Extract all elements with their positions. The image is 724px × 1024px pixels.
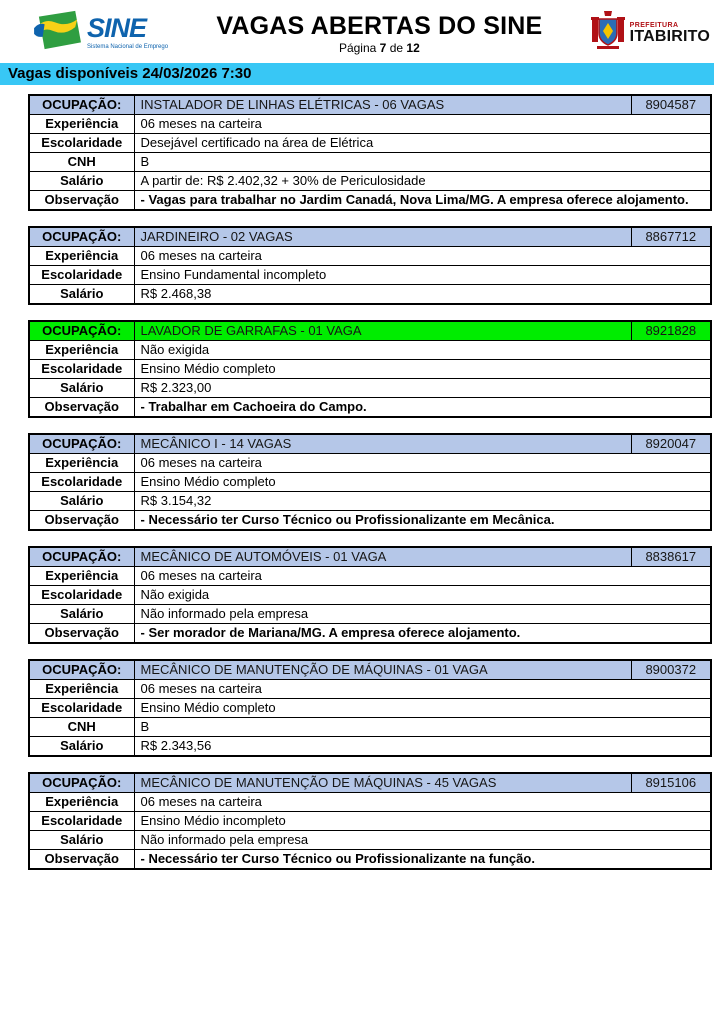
occupation-label: OCUPAÇÃO: bbox=[29, 547, 134, 567]
vacancy-list bbox=[0, 85, 724, 870]
sine-tagline: Sistema Nacional de Emprego bbox=[87, 44, 169, 50]
field-value: A partir de: R$ 2.402,32 + 30% de Periculosidade bbox=[134, 172, 711, 191]
field-value: Ensino Médio completo bbox=[134, 360, 711, 379]
field-label: Escolaridade bbox=[29, 586, 134, 605]
page-header bbox=[0, 0, 724, 58]
field-value: Não exigida bbox=[134, 586, 711, 605]
title-block bbox=[168, 6, 591, 55]
field-row bbox=[29, 266, 711, 285]
field-value: R$ 2.468,38 bbox=[134, 285, 711, 305]
field-row bbox=[29, 285, 711, 305]
field-row bbox=[29, 115, 711, 134]
occupation-row bbox=[29, 227, 711, 247]
field-label: Salário bbox=[29, 737, 134, 757]
itabirito-logo bbox=[591, 10, 710, 57]
field-label: Observação bbox=[29, 398, 134, 418]
page-indicator bbox=[168, 41, 591, 55]
occupation-row bbox=[29, 434, 711, 454]
vacancy-table bbox=[28, 659, 712, 757]
field-label: CNH bbox=[29, 718, 134, 737]
field-value: 06 meses na carteira bbox=[134, 247, 711, 266]
vacancy-table bbox=[28, 94, 712, 211]
field-label: CNH bbox=[29, 153, 134, 172]
field-label: Salário bbox=[29, 492, 134, 511]
vacancy-title: JARDINEIRO - 02 VAGAS bbox=[134, 227, 631, 247]
occupation-row bbox=[29, 95, 711, 115]
field-value: B bbox=[134, 153, 711, 172]
occupation-label: OCUPAÇÃO: bbox=[29, 321, 134, 341]
field-label: Experiência bbox=[29, 680, 134, 699]
occupation-row bbox=[29, 773, 711, 793]
field-row bbox=[29, 492, 711, 511]
vacancy-table bbox=[28, 546, 712, 644]
sine-logo bbox=[32, 8, 168, 57]
vacancy-table bbox=[28, 226, 712, 305]
field-label: Experiência bbox=[29, 454, 134, 473]
vacancy-table bbox=[28, 433, 712, 531]
vacancy-title: MECÂNICO I - 14 VAGAS bbox=[134, 434, 631, 454]
itabirito-city-label: ITABIRITO bbox=[629, 28, 710, 45]
field-label: Salário bbox=[29, 831, 134, 850]
sine-cube-icon bbox=[32, 8, 84, 57]
field-row bbox=[29, 605, 711, 624]
field-value: Ensino Médio incompleto bbox=[134, 812, 711, 831]
availability-banner: Vagas disponíveis 24/03/2026 7:30 bbox=[0, 63, 714, 85]
field-value: R$ 3.154,32 bbox=[134, 492, 711, 511]
field-value: Desejável certificado na área de Elétrica bbox=[134, 134, 711, 153]
field-row bbox=[29, 360, 711, 379]
field-value: 06 meses na carteira bbox=[134, 115, 711, 134]
page-current: 7 bbox=[379, 41, 387, 55]
field-row bbox=[29, 624, 711, 644]
field-value: Não informado pela empresa bbox=[134, 605, 711, 624]
field-row bbox=[29, 793, 711, 812]
page-word: Página bbox=[338, 41, 377, 55]
field-label: Observação bbox=[29, 191, 134, 211]
field-row bbox=[29, 831, 711, 850]
occupation-label: OCUPAÇÃO: bbox=[29, 773, 134, 793]
vacancy-table bbox=[28, 772, 712, 870]
field-value: 06 meses na carteira bbox=[134, 567, 711, 586]
page-total: 12 bbox=[406, 41, 420, 55]
occupation-label: OCUPAÇÃO: bbox=[29, 95, 134, 115]
vacancy-id: 8920047 bbox=[631, 434, 711, 454]
field-value: Ensino Médio completo bbox=[134, 699, 711, 718]
field-label: Escolaridade bbox=[29, 812, 134, 831]
occupation-label: OCUPAÇÃO: bbox=[29, 660, 134, 680]
field-value: Não informado pela empresa bbox=[134, 831, 711, 850]
field-value: - Necessário ter Curso Técnico ou Profissionalizante em Mecânica. bbox=[134, 511, 711, 531]
sine-wordmark: SINE bbox=[87, 13, 147, 43]
field-label: Escolaridade bbox=[29, 473, 134, 492]
field-row bbox=[29, 718, 711, 737]
field-row bbox=[29, 454, 711, 473]
itabirito-prefeitura-label: PREFEITURA bbox=[629, 22, 679, 29]
field-label: Salário bbox=[29, 605, 134, 624]
vacancy-title: LAVADOR DE GARRAFAS - 01 VAGA bbox=[134, 321, 631, 341]
itabirito-crest-icon bbox=[591, 10, 625, 57]
field-row bbox=[29, 379, 711, 398]
field-label: Salário bbox=[29, 285, 134, 305]
field-label: Experiência bbox=[29, 341, 134, 360]
field-value: 06 meses na carteira bbox=[134, 454, 711, 473]
field-label: Escolaridade bbox=[29, 699, 134, 718]
field-label: Observação bbox=[29, 511, 134, 531]
vacancy-id: 8904587 bbox=[631, 95, 711, 115]
field-label: Escolaridade bbox=[29, 266, 134, 285]
field-row bbox=[29, 737, 711, 757]
field-value: - Trabalhar em Cachoeira do Campo. bbox=[134, 398, 711, 418]
vacancy-id: 8921828 bbox=[631, 321, 711, 341]
field-label: Salário bbox=[29, 379, 134, 398]
field-value: Ensino Fundamental incompleto bbox=[134, 266, 711, 285]
field-label: Experiência bbox=[29, 247, 134, 266]
field-label: Experiência bbox=[29, 115, 134, 134]
occupation-row bbox=[29, 660, 711, 680]
field-row bbox=[29, 850, 711, 870]
field-row bbox=[29, 398, 711, 418]
field-row bbox=[29, 586, 711, 605]
vacancy-id: 8915106 bbox=[631, 773, 711, 793]
field-value: Não exigida bbox=[134, 341, 711, 360]
vacancy-title: MECÂNICO DE AUTOMÓVEIS - 01 VAGA bbox=[134, 547, 631, 567]
field-label: Observação bbox=[29, 624, 134, 644]
vacancy-id: 8838617 bbox=[631, 547, 711, 567]
vacancy-title: MECÂNICO DE MANUTENÇÃO DE MÁQUINAS - 01 VAGA bbox=[134, 660, 631, 680]
field-value: 06 meses na carteira bbox=[134, 680, 711, 699]
field-row bbox=[29, 341, 711, 360]
occupation-row bbox=[29, 547, 711, 567]
field-value: R$ 2.343,56 bbox=[134, 737, 711, 757]
field-row bbox=[29, 134, 711, 153]
field-label: Escolaridade bbox=[29, 134, 134, 153]
vacancy-title: INSTALADOR DE LINHAS ELÉTRICAS - 06 VAGAS bbox=[134, 95, 631, 115]
field-value: - Ser morador de Mariana/MG. A empresa oferece alojamento. bbox=[134, 624, 711, 644]
field-value: Ensino Médio completo bbox=[134, 473, 711, 492]
field-label: Salário bbox=[29, 172, 134, 191]
field-label: Experiência bbox=[29, 793, 134, 812]
field-value: B bbox=[134, 718, 711, 737]
field-row bbox=[29, 511, 711, 531]
field-row bbox=[29, 699, 711, 718]
page-title: VAGAS ABERTAS DO SINE bbox=[216, 12, 543, 40]
field-row bbox=[29, 172, 711, 191]
field-value: R$ 2.323,00 bbox=[134, 379, 711, 398]
field-label: Experiência bbox=[29, 567, 134, 586]
field-row bbox=[29, 153, 711, 172]
page-separator: de bbox=[389, 41, 404, 55]
vacancy-table bbox=[28, 320, 712, 418]
field-value: - Vagas para trabalhar no Jardim Canadá, Nova Lima/MG. A empresa oferece alojamento. bbox=[134, 191, 711, 211]
vacancy-title: MECÂNICO DE MANUTENÇÃO DE MÁQUINAS - 45 VAGAS bbox=[134, 773, 631, 793]
field-row bbox=[29, 680, 711, 699]
field-label: Observação bbox=[29, 850, 134, 870]
vacancy-id: 8900372 bbox=[631, 660, 711, 680]
field-value: - Necessário ter Curso Técnico ou Profissionalizante na função. bbox=[134, 850, 711, 870]
field-row bbox=[29, 567, 711, 586]
field-row bbox=[29, 473, 711, 492]
field-value: 06 meses na carteira bbox=[134, 793, 711, 812]
field-row bbox=[29, 191, 711, 211]
field-label: Escolaridade bbox=[29, 360, 134, 379]
occupation-label: OCUPAÇÃO: bbox=[29, 227, 134, 247]
field-row bbox=[29, 247, 711, 266]
occupation-label: OCUPAÇÃO: bbox=[29, 434, 134, 454]
field-row bbox=[29, 812, 711, 831]
occupation-row bbox=[29, 321, 711, 341]
vacancy-id: 8867712 bbox=[631, 227, 711, 247]
